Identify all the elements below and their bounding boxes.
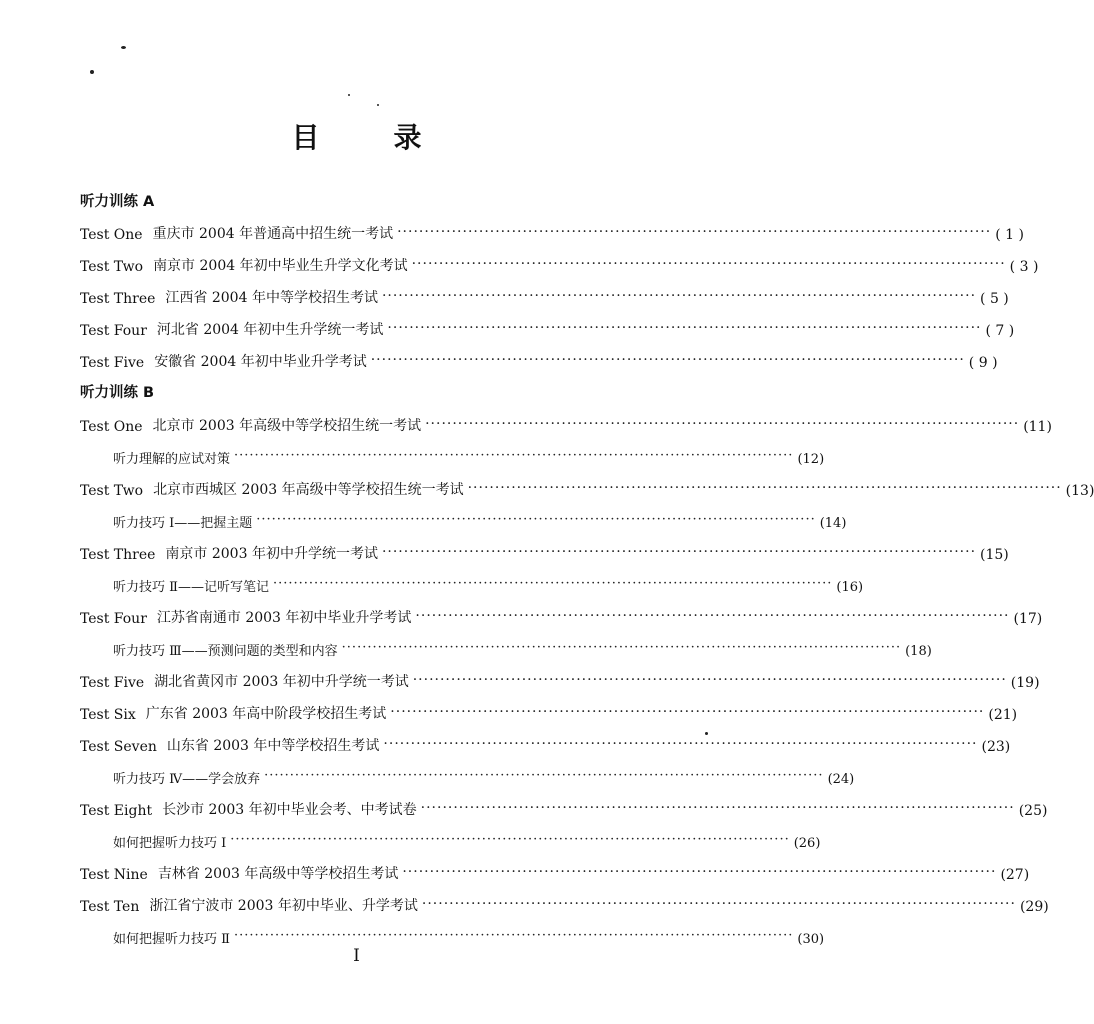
- entry-title: 江苏省南通市 2003 年初中毕业升学考试: [156, 610, 412, 626]
- title-char-2: 录: [393, 121, 422, 154]
- scan-speck: [348, 94, 350, 96]
- dot-leader: ·············································································································: [420, 800, 1015, 816]
- dot-leader: ·············································································································: [397, 224, 992, 240]
- dot-leader: ·············································································································: [341, 640, 902, 655]
- section-heading-b: 听力训练 B: [80, 385, 155, 401]
- toc-subentry[interactable]: [113, 637, 932, 659]
- entry-page: ( 5 ): [980, 291, 1009, 307]
- entry-page: (23): [981, 739, 1011, 755]
- entry-title: 河北省 2004 年初中生升学统一考试: [156, 322, 384, 338]
- entry-title: 吉林省 2003 年高级中等学校招生考试: [157, 866, 399, 882]
- toc-entry[interactable]: [80, 541, 1009, 563]
- entry-label: Test Eight: [80, 803, 153, 819]
- toc-subentry[interactable]: [113, 829, 821, 851]
- dot-leader: ·············································································································: [264, 768, 824, 783]
- entry-page: ( 3 ): [1009, 259, 1039, 275]
- entry-page: (17): [1013, 611, 1043, 627]
- entry-label: Test Five: [80, 355, 145, 371]
- entry-title: 浙江省宁波市 2003 年初中毕业、升学考试: [149, 898, 418, 914]
- toc-entry[interactable]: [80, 477, 1094, 499]
- entry-label: Test Two: [80, 483, 144, 499]
- entry-page: (25): [1018, 803, 1048, 819]
- entry-title: 长沙市 2003 年初中毕业会考、中考试卷: [162, 802, 417, 818]
- entry-title: 听力技巧 Ⅲ——预测问题的类型和内容: [113, 644, 338, 659]
- scan-speck: [121, 46, 126, 49]
- entry-label: Test Two: [80, 259, 144, 275]
- dot-leader: ·············································································································: [230, 832, 790, 847]
- entry-title: 江西省 2004 年中等学校招生考试: [165, 290, 378, 306]
- dot-leader: ·············································································································: [415, 608, 1010, 624]
- entry-page: (16): [836, 580, 864, 595]
- toc-entry[interactable]: [80, 861, 1030, 883]
- toc-entry[interactable]: [80, 413, 1052, 435]
- toc-entry[interactable]: [80, 797, 1048, 819]
- toc-entry[interactable]: [80, 733, 1011, 755]
- dot-leader: ·············································································································: [370, 352, 965, 368]
- entry-page: ( 7 ): [985, 323, 1015, 339]
- entry-page: (15): [980, 547, 1009, 563]
- entry-label: Test One: [80, 419, 143, 435]
- dot-leader: ·············································································································: [381, 544, 977, 560]
- title-char-1: 目: [291, 121, 320, 154]
- entry-title: 南京市 2004 年初中毕业生升学文化考试: [153, 258, 408, 274]
- entry-title: 北京市 2003 年高级中等学校招生统一考试: [152, 418, 422, 434]
- entry-title: 湖北省黄冈市 2003 年初中升学统一考试: [154, 674, 409, 690]
- dot-leader: ·············································································································: [412, 672, 1007, 688]
- entry-title: 山东省 2003 年中等学校招生考试: [166, 738, 380, 754]
- entry-label: Test Seven: [80, 739, 157, 755]
- toc-subentry[interactable]: [113, 445, 825, 467]
- entry-page: (12): [797, 452, 825, 467]
- entry-page: (19): [1010, 675, 1040, 691]
- toc-entry[interactable]: [80, 285, 1009, 307]
- entry-page: (30): [797, 932, 825, 947]
- entry-label: Test Three: [80, 291, 156, 307]
- entry-page: (26): [793, 836, 821, 851]
- entry-label: Test Nine: [80, 867, 148, 883]
- dot-leader: ·············································································································: [233, 928, 794, 943]
- toc-subentry[interactable]: [113, 765, 855, 787]
- entry-label: Test Six: [80, 707, 136, 723]
- toc-entry[interactable]: [80, 669, 1040, 691]
- toc-entry[interactable]: [80, 349, 998, 371]
- entry-title: 安徽省 2004 年初中毕业升学考试: [154, 354, 367, 370]
- entry-title: 北京市西城区 2003 年高级中等学校招生统一考试: [153, 482, 464, 498]
- entry-title: 如何把握听力技巧 Ⅰ: [113, 836, 227, 851]
- toc-entry[interactable]: [80, 893, 1049, 915]
- toc-entry[interactable]: [80, 253, 1039, 275]
- toc-entry[interactable]: [80, 221, 1024, 243]
- entry-page: (14): [819, 516, 847, 531]
- entry-page: (11): [1023, 419, 1052, 435]
- toc-entry[interactable]: [80, 701, 1018, 723]
- entry-title: 南京市 2003 年初中升学统一考试: [165, 546, 378, 562]
- entry-title: 如何把握听力技巧 Ⅱ: [113, 932, 230, 947]
- toc-entry[interactable]: [80, 317, 1015, 339]
- entry-label: Test Four: [80, 323, 147, 339]
- toc-subentry[interactable]: [113, 509, 847, 531]
- page-number: I: [353, 946, 360, 966]
- dot-leader: ·············································································································: [381, 288, 977, 304]
- entry-page: (27): [1000, 867, 1030, 883]
- entry-page: (13): [1065, 483, 1094, 499]
- dot-leader: ·············································································································: [467, 480, 1062, 496]
- dot-leader: ·············································································································: [272, 576, 833, 591]
- entry-label: Test Ten: [80, 899, 140, 915]
- dot-leader: ·············································································································: [383, 736, 978, 752]
- scan-speck: [377, 104, 379, 106]
- page-title: [0, 116, 713, 156]
- entry-title: 听力理解的应试对策: [113, 452, 231, 467]
- entry-title: 广东省 2003 年高中阶段学校招生考试: [145, 706, 387, 722]
- dot-leader: ·············································································································: [411, 256, 1006, 272]
- entry-label: Test One: [80, 227, 143, 243]
- section-heading-a: 听力训练 A: [80, 194, 155, 210]
- dot-leader: ·············································································································: [256, 512, 816, 527]
- entry-title: 听力技巧 Ⅰ——把握主题: [113, 516, 253, 531]
- dot-leader: ·············································································································: [390, 704, 985, 720]
- scan-speck: [90, 70, 94, 74]
- toc-subentry[interactable]: [113, 925, 825, 947]
- toc-entry[interactable]: [80, 605, 1043, 627]
- dot-leader: ·············································································································: [387, 320, 982, 336]
- entry-page: ( 9 ): [968, 355, 998, 371]
- dot-leader: ·············································································································: [421, 896, 1016, 912]
- entry-title: 听力技巧 Ⅱ——记听写笔记: [113, 580, 269, 595]
- dot-leader: ·············································································································: [425, 416, 1020, 432]
- toc-subentry[interactable]: [113, 573, 864, 595]
- dot-leader: ·············································································································: [402, 864, 997, 880]
- entry-title: 重庆市 2004 年普通高中招生统一考试: [152, 226, 394, 242]
- entry-page: (18): [905, 644, 932, 659]
- dot-leader: ·············································································································: [234, 448, 794, 463]
- entry-page: (21): [988, 707, 1018, 723]
- entry-page: (24): [827, 772, 855, 787]
- entry-page: ( 1 ): [995, 227, 1024, 243]
- entry-title: 听力技巧 Ⅳ——学会放弃: [113, 772, 261, 787]
- entry-label: Test Five: [80, 675, 145, 691]
- entry-page: (29): [1019, 899, 1049, 915]
- entry-label: Test Four: [80, 611, 147, 627]
- entry-label: Test Three: [80, 547, 156, 563]
